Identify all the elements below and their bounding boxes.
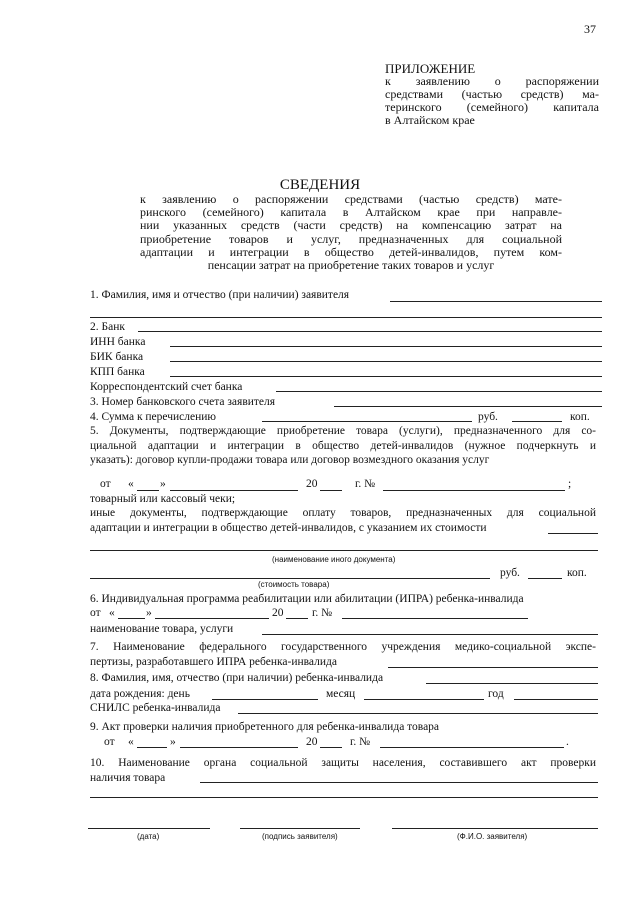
intro-line: пенсации затрат на приобретение таких товаров и услуг: [207, 258, 495, 273]
social-protection-field[interactable]: [200, 782, 598, 783]
document-title: СВЕДЕНИЯ: [279, 177, 361, 193]
intro-line: ринского (семейного) капитала в Алтайском крае при направле-: [140, 205, 562, 220]
quote-open: «: [128, 736, 134, 748]
account-number-label: 3. Номер банковского счета заявителя: [90, 396, 276, 408]
amount-label: 4. Сумма к перечислению: [90, 411, 217, 423]
goods-name-field[interactable]: [262, 634, 598, 635]
birth-month-field[interactable]: [364, 699, 484, 700]
rub-label: руб.: [500, 567, 520, 579]
fio-caption: (Ф.И.О. заявителя): [457, 832, 528, 841]
appendix-line: в Алтайском крае: [385, 113, 475, 127]
appendix-block: [385, 62, 599, 127]
signature-caption: (подпись заявителя): [262, 832, 338, 841]
bik-label: БИК банка: [90, 351, 144, 363]
date-caption: (дата): [137, 832, 160, 841]
documents-line: циальной адаптации и интеграции в общество детей-инвалидов (нужное подчеркнуть и: [90, 439, 596, 452]
contract-year-field[interactable]: [320, 490, 342, 491]
fio-field[interactable]: [392, 828, 598, 829]
goods-cost-field[interactable]: [90, 578, 490, 579]
snils-field[interactable]: [238, 713, 598, 714]
receipts-text: товарный или кассовый чеки;: [90, 493, 236, 505]
year-prefix: 20: [306, 736, 318, 748]
contract-number-field[interactable]: [383, 490, 565, 491]
corr-account-label: Корреспондентский счет банка: [90, 381, 243, 393]
kpp-label: КПП банка: [90, 366, 145, 378]
date-field[interactable]: [88, 828, 210, 829]
contract-date-ot: от: [100, 478, 111, 490]
goods-name-label: наименование товара, услуги: [90, 623, 234, 635]
amount-kop-field[interactable]: [512, 421, 562, 422]
account-number-field[interactable]: [334, 406, 602, 407]
social-protection-paragraph: [90, 756, 596, 785]
appendix-heading: ПРИЛОЖЕНИЕ: [385, 61, 476, 76]
contract-month-field[interactable]: [170, 490, 298, 491]
social-protection-line: наличия товара: [90, 771, 166, 784]
child-name-field[interactable]: [426, 683, 598, 684]
social-protection-line: 10. Наименование органа социальной защиты населения, составившего акт проверки: [90, 757, 596, 769]
act-period: .: [566, 736, 569, 748]
page-number: 37: [584, 22, 596, 36]
snils-label: СНИЛС ребенка-инвалида: [90, 702, 221, 714]
quote-close: »: [160, 478, 166, 490]
year-label: год: [488, 688, 504, 700]
mse-paragraph: [90, 640, 596, 669]
mse-line: 7. Наименование федерального государственного учреждения медико-социальной экспе-: [90, 641, 596, 653]
intro-line: нии указанных средств (части средств) на компенсацию затрат на: [140, 218, 562, 233]
kop-label: коп.: [570, 411, 590, 423]
act-date-ot: от: [104, 736, 115, 748]
signature-field[interactable]: [240, 828, 360, 829]
appendix-line: теринского (семейного) капитала: [385, 100, 599, 114]
inn-field[interactable]: [170, 346, 602, 347]
other-docs-line: иные документы, подтверждающие оплату товаров, предназначенных для социальной: [90, 507, 596, 519]
ipra-number-field[interactable]: [342, 618, 528, 619]
year-number-label: г. №: [350, 736, 371, 748]
semicolon: ;: [568, 478, 572, 490]
appendix-line: средствами (частью средств) ма-: [385, 87, 599, 101]
documents-line: 5. Документы, подтверждающие приобретение товара (услуги), предназначенного для со-: [90, 425, 596, 437]
ipra-month-field[interactable]: [155, 618, 269, 619]
applicant-name-field[interactable]: [390, 301, 602, 302]
birth-day-field[interactable]: [212, 699, 318, 700]
birth-date-label: дата рождения: день: [90, 688, 190, 700]
quote-open: «: [128, 478, 134, 490]
quote-open: «: [109, 607, 115, 619]
other-docs-paragraph: [90, 506, 596, 535]
kop-label: коп.: [567, 567, 587, 579]
documents-line: указать): договор купли-продажи товара или договор возмездного оказания услуг: [90, 454, 490, 466]
act-label: 9. Акт проверки наличия приобретенного для ребенка-инвалида товара: [90, 721, 440, 733]
goods-cost-kop-field[interactable]: [528, 578, 562, 579]
ipra-label: 6. Индивидуальная программа реабилитации или абилитации (ИПРА) ребенка-инвалида: [90, 593, 524, 605]
documents-paragraph: [90, 424, 596, 468]
quote-close: »: [170, 736, 176, 748]
bik-field[interactable]: [170, 361, 602, 362]
other-doc-caption: (наименование иного документа): [272, 555, 396, 564]
inn-label: ИНН банка: [90, 336, 146, 348]
ipra-year-field[interactable]: [286, 618, 308, 619]
act-year-field[interactable]: [320, 747, 342, 748]
intro-text: [140, 193, 562, 272]
ipra-date-ot: от: [90, 607, 101, 619]
other-docs-line: адаптации и интеграции в общество детей-инвалидов, с указанием их стоимости: [90, 521, 487, 534]
year-number-label: г. №: [355, 478, 376, 490]
other-docs-cost-field[interactable]: [548, 533, 598, 534]
intro-line: приобретение товаров и услуг, предназначенных для социальной: [140, 231, 562, 246]
applicant-name-label: 1. Фамилия, имя и отчество (при наличии) заявителя: [90, 289, 350, 301]
act-day-field[interactable]: [137, 747, 167, 748]
social-protection-field-line2[interactable]: [90, 797, 598, 798]
mse-field[interactable]: [388, 667, 598, 668]
act-number-field[interactable]: [380, 747, 564, 748]
bank-label: 2. Банк: [90, 321, 125, 333]
appendix-line: к заявлению о распоряжении: [385, 74, 599, 88]
child-name-label: 8. Фамилия, имя, отчество (при наличии) ребенка-инвалида: [90, 672, 384, 684]
year-prefix: 20: [272, 607, 284, 619]
year-prefix: 20: [306, 478, 318, 490]
bank-field[interactable]: [138, 331, 602, 332]
act-month-field[interactable]: [180, 747, 298, 748]
contract-day-field[interactable]: [137, 490, 159, 491]
corr-account-field[interactable]: [276, 391, 602, 392]
kpp-field[interactable]: [170, 376, 602, 377]
other-doc-name-field[interactable]: [90, 550, 598, 551]
mse-line: пертизы, разработавшего ИПРА ребенка-инвалида: [90, 655, 337, 668]
ipra-day-field[interactable]: [118, 618, 145, 619]
year-number-label: г. №: [312, 607, 333, 619]
rub-label: руб.: [478, 411, 498, 423]
cost-caption: (стоимость товара): [258, 580, 330, 589]
month-label: месяц: [326, 688, 356, 700]
quote-close: »: [146, 607, 152, 619]
intro-line: к заявлению о распоряжении средствами (частью средств) мате-: [140, 192, 562, 206]
applicant-name-field-line2[interactable]: [90, 317, 602, 318]
amount-rub-field[interactable]: [262, 421, 472, 422]
intro-line: адаптации и интеграции в общество детей-инвалидов, путем ком-: [140, 244, 562, 259]
birth-year-field[interactable]: [514, 699, 598, 700]
